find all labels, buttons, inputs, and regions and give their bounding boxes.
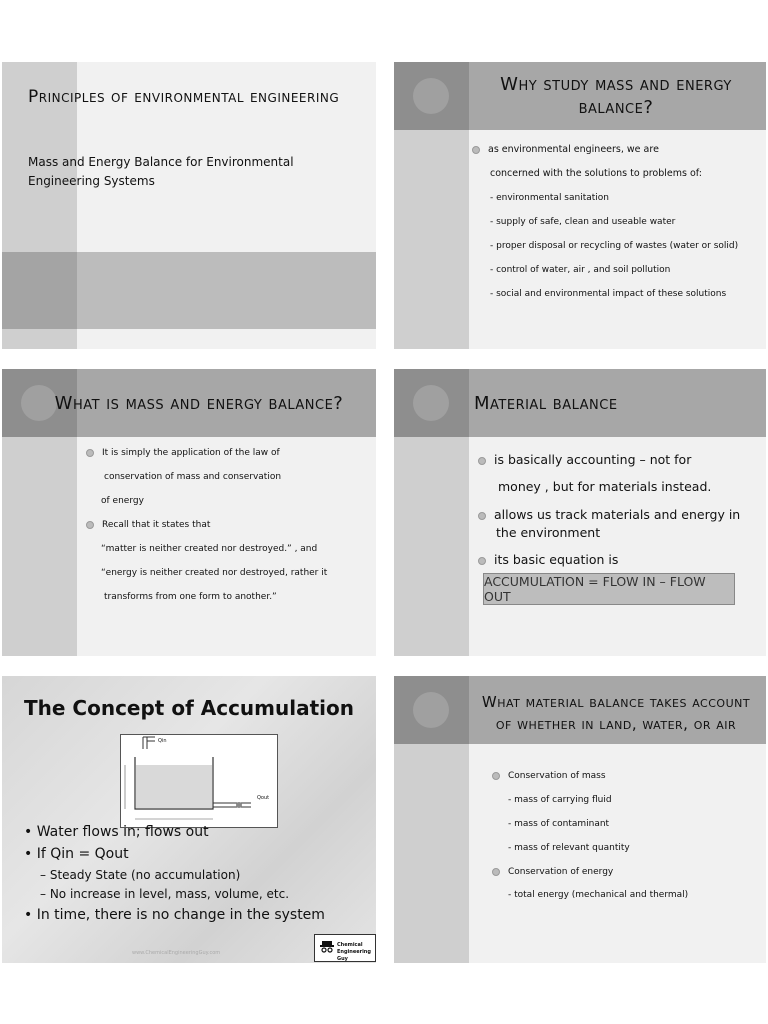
list-item: its basic equation is — [478, 552, 618, 567]
list-item: is basically accounting – not for — [478, 452, 691, 467]
list-item: - control of water, air , and soil pollution — [490, 265, 671, 275]
bottom-bar-accent — [2, 252, 77, 329]
tank-diagram — [120, 734, 278, 828]
bullet-icon — [86, 449, 94, 457]
list-item: transforms from one form to another.” — [104, 592, 277, 602]
bullet-icon — [478, 557, 486, 565]
slide-title: Principles of environmental engineering — [28, 87, 340, 107]
bullet-list — [394, 62, 766, 349]
bullet-icon — [86, 521, 94, 529]
water-fill — [136, 765, 212, 808]
list-item: • Water flows in; flows out — [24, 824, 209, 840]
list-item: the environment — [496, 525, 601, 540]
list-item: “matter is neither created nor destroyed.” , and — [101, 544, 318, 554]
bullet-icon — [492, 868, 500, 876]
list-item: - environmental sanitation — [490, 193, 609, 203]
slide-title: Why study mass and energy balance? — [500, 74, 732, 118]
list-item: money , but for materials instead. — [498, 479, 712, 494]
qin-label: Qin — [158, 738, 167, 744]
list-item: • If Qin = Qout — [24, 846, 129, 862]
list-item: as environmental engineers, we are — [472, 144, 659, 155]
list-item: - mass of contaminant — [508, 819, 610, 829]
slide-title: Material balance — [474, 392, 618, 414]
list-item: of energy — [101, 496, 144, 506]
logo — [314, 934, 376, 962]
list-item: - mass of carrying fluid — [508, 795, 612, 805]
qout-label: Qout — [257, 795, 270, 801]
slide-title: What material balance takes account of whether in land, water, or air — [481, 693, 751, 733]
slide-title: The Concept of Accumulation — [24, 696, 354, 720]
slide-accumulation — [2, 676, 376, 963]
list-item: Conservation of energy — [492, 867, 613, 877]
valve-icon — [236, 802, 242, 808]
bullet-icon — [478, 457, 486, 465]
list-item: - supply of safe, clean and useable water — [490, 217, 676, 227]
equation-box: ACCUMULATION = FLOW IN – FLOW OUT — [483, 573, 735, 605]
footer-url: www.ChemicalEngineeringGuy.com — [132, 950, 221, 956]
slide-subtitle: Mass and Energy Balance for Environmental Engineering Systems — [28, 155, 294, 188]
list-item: “energy is neither created nor destroyed, rather it — [101, 568, 328, 578]
slide-principles — [2, 62, 376, 349]
list-item: – Steady State (no accumulation) — [40, 868, 241, 882]
list-item: allows us track materials and energy in — [478, 507, 740, 522]
logo-text: Chemical Engineering Guy — [337, 942, 371, 962]
list-item: - proper disposal or recycling of wastes (water or solid) — [490, 241, 739, 251]
list-item: It is simply the application of the law of — [86, 448, 280, 458]
list-item: - total energy (mechanical and thermal) — [508, 890, 689, 900]
list-item: • In time, there is no change in the system — [24, 907, 325, 923]
bullet-icon — [492, 772, 500, 780]
list-item: - social and environmental impact of these solutions — [490, 289, 727, 299]
list-item: Recall that it states that — [86, 520, 210, 530]
tank-svg — [121, 735, 277, 827]
slide-material-balance — [394, 369, 766, 656]
bullet-icon — [478, 512, 486, 520]
bullet-list — [2, 369, 376, 656]
slide-what-is — [2, 369, 376, 656]
logo-icon — [318, 939, 336, 957]
bullet-icon — [472, 146, 480, 154]
list-item: concerned with the solutions to problems of: — [490, 168, 703, 179]
slide-title: What is mass and energy balance? — [54, 392, 344, 414]
bullet-list — [394, 676, 766, 963]
list-item: - mass of relevant quantity — [508, 843, 630, 853]
list-item: – No increase in level, mass, volume, etc. — [40, 887, 290, 901]
slide-takes-account — [394, 676, 766, 963]
slide-why-study — [394, 62, 766, 349]
list-item: Conservation of mass — [492, 771, 606, 781]
list-item: conservation of mass and conservation — [104, 472, 282, 482]
bullet-list — [394, 369, 766, 656]
